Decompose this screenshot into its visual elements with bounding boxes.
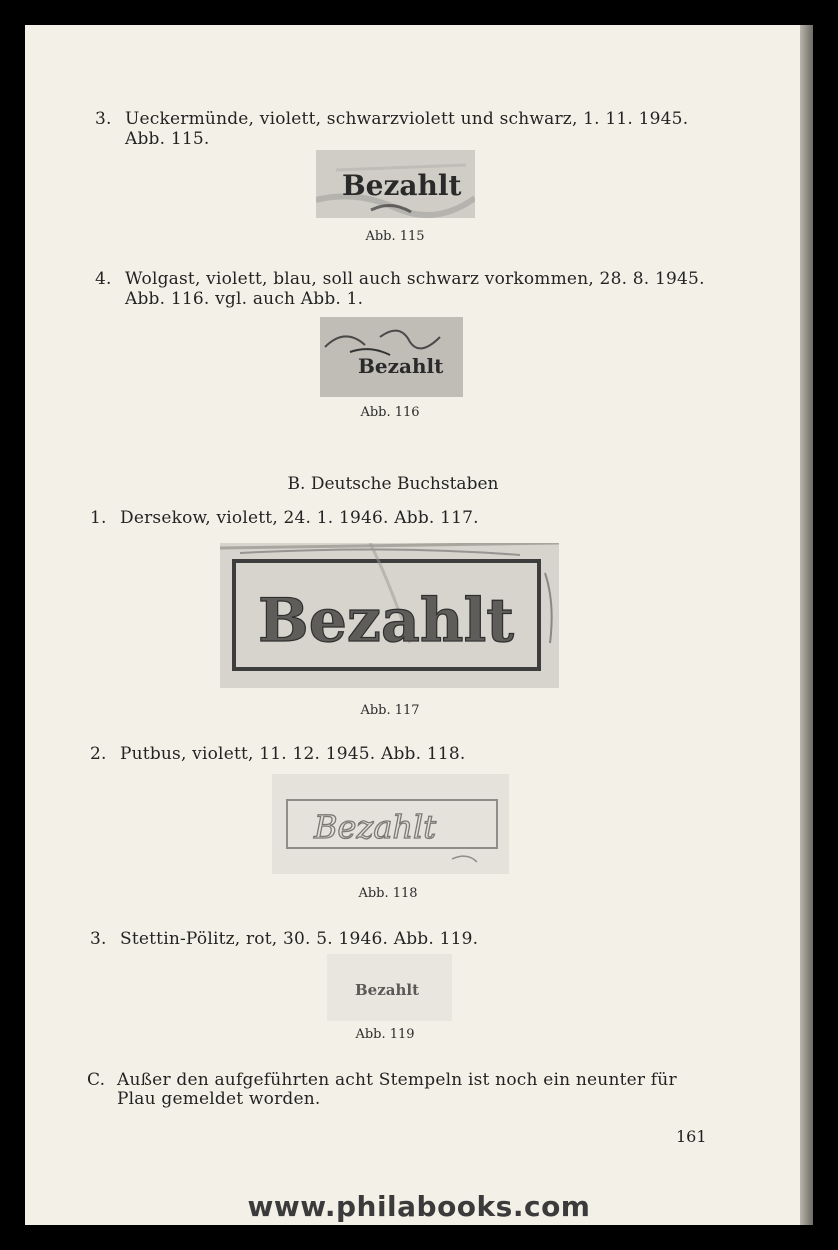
figure-caption: Abb. 119 <box>355 1027 415 1042</box>
item-text-line2: Abb. 115. <box>125 129 210 149</box>
watermark-link[interactable]: www.philabooks.com <box>247 1190 591 1223</box>
item-text: Stettin-Pölitz, rot, 30. 5. 1946. Abb. 119. <box>120 929 479 949</box>
item-text-line1: Ueckermünde, violett, schwarzviolett und schwarz, 1. 11. 1945. <box>125 109 689 129</box>
figure-caption: Abb. 116 <box>360 405 420 420</box>
item-text: Dersekow, violett, 24. 1. 1946. Abb. 117. <box>120 508 479 528</box>
item-number: 4. <box>95 269 112 289</box>
figure-caption: Abb. 115 <box>365 229 425 244</box>
section-c-line2: Plau gemeldet worden. <box>117 1089 321 1109</box>
stamp-image-115 <box>316 150 475 218</box>
figure-caption: Abb. 117 <box>360 703 420 718</box>
stamp-text: Bezahlt <box>258 586 514 656</box>
item-text-line1: Wolgast, violett, blau, soll auch schwarz vorkommen, 28. 8. 1945. <box>125 269 705 289</box>
stamp-text: Bezahlt <box>358 354 444 378</box>
stamp-image-118 <box>272 774 509 874</box>
item-number: 1. <box>90 508 107 528</box>
stamp-image-117 <box>220 543 559 688</box>
figure-caption: Abb. 118 <box>358 886 418 901</box>
section-c-line1: Außer den aufgeführten acht Stempeln ist noch ein neunter für <box>117 1070 677 1090</box>
stamp-text: Bezahlt <box>314 808 437 846</box>
section-heading: B. Deutsche Buchstaben <box>287 474 499 494</box>
item-number: 3. <box>90 929 107 949</box>
item-text-line2: Abb. 116. vgl. auch Abb. 1. <box>125 289 364 309</box>
section-c-label: C. <box>87 1070 106 1090</box>
page-number: 161 <box>676 1127 707 1146</box>
item-number: 2. <box>90 744 107 764</box>
page-edge <box>800 25 813 1225</box>
item-number: 3. <box>95 109 112 129</box>
item-text: Putbus, violett, 11. 12. 1945. Abb. 118. <box>120 744 466 764</box>
stamp-image-116 <box>320 317 463 397</box>
stamp-image-119 <box>327 954 452 1021</box>
stamp-text: Bezahlt <box>342 169 462 202</box>
stamp-text: Bezahlt <box>355 981 419 999</box>
